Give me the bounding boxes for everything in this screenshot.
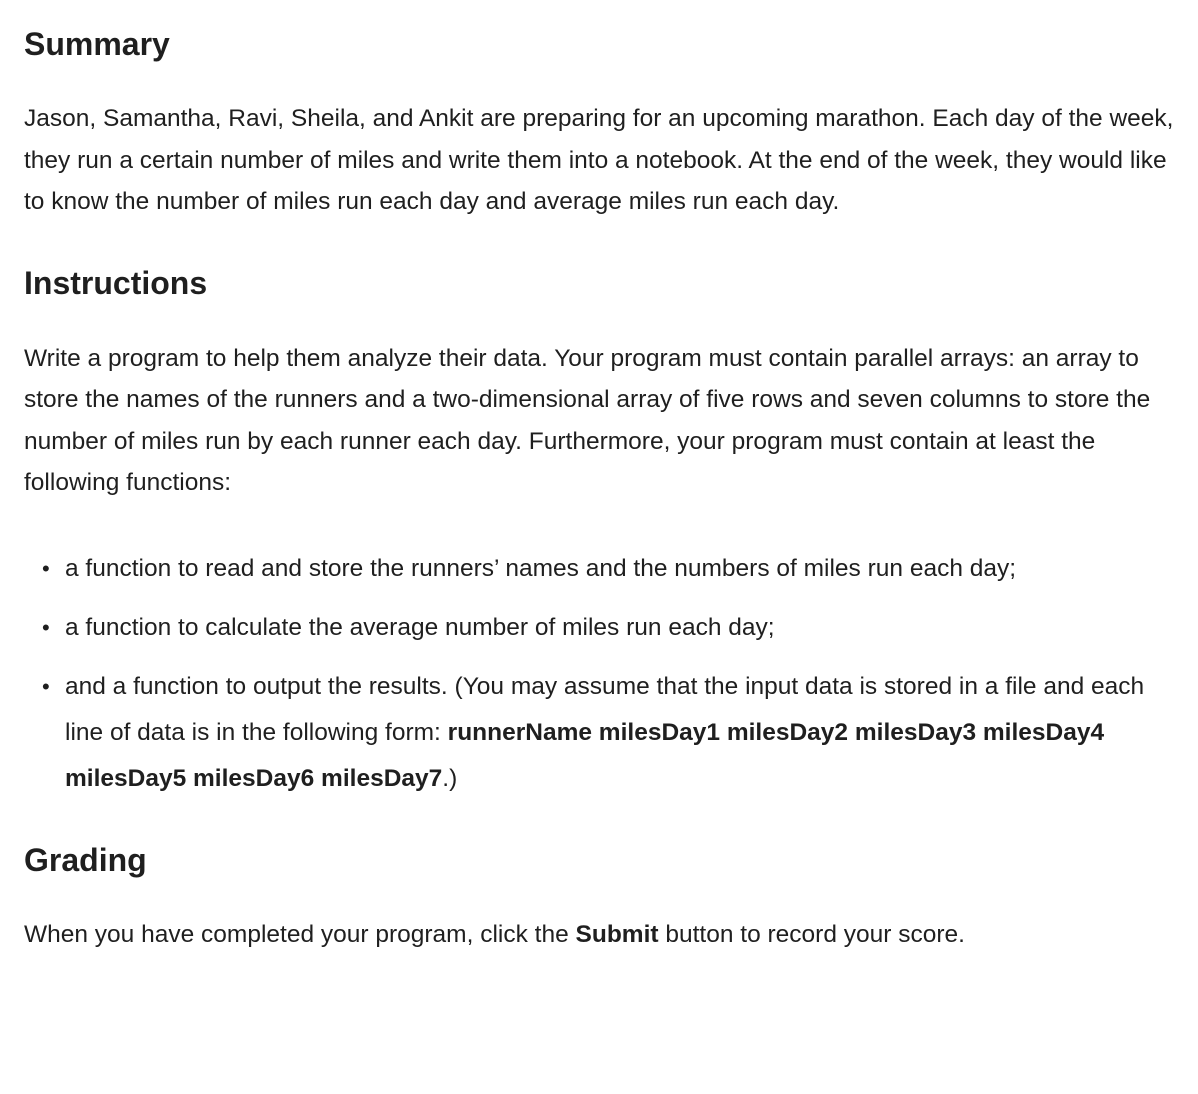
summary-heading: Summary (24, 26, 170, 62)
list-item (42, 546, 1174, 592)
summary-text: Jason, Samantha, Ravi, Sheila, and Ankit are preparing for an upcoming marathon. Each day of the week, they run a certain number of miles and write them into a notebook. At the end of the week, they would like to know the number of miles run each day and average miles run each day. (24, 105, 1174, 215)
grading-text (24, 914, 1174, 956)
grading-heading: Grading (24, 841, 147, 878)
grading-text-suffix: button to record your score. (658, 920, 965, 948)
list-item-text: and a function to output the results. (You may assume that the input data is stored in a file and each line of data is in the following form: (65, 672, 1145, 746)
list-item-text: a function to calculate the average number of miles run each day; (65, 613, 775, 641)
submit-keyword: Submit (575, 920, 659, 948)
instructions-text: Write a program to help them analyze their data. Your program must contain parallel arrays: an array to store the names of the runners and a two-dimensional array of five rows and seven columns to store the number of miles run by each runner each day. Furthermore, your program must contain at least the following functions: (24, 344, 1151, 496)
bullet-icon: • (42, 673, 50, 699)
bullet-icon: • (42, 614, 50, 640)
list-item-suffix: .) (442, 764, 458, 792)
list-item (42, 664, 1174, 802)
bullet-icon: • (42, 555, 50, 581)
instructions-heading: Instructions (24, 264, 208, 301)
list-item (42, 605, 1174, 651)
input-format-text: runnerName milesDay1 milesDay2 milesDay3 milesDay4 milesDay5 milesDay6 milesDay7 (65, 718, 1105, 792)
function-list (24, 546, 1174, 802)
grading-text-prefix: When you have completed your program, click the (24, 920, 576, 948)
list-item-text: a function to read and store the runners’ names and the numbers of miles run each day; (65, 554, 1017, 582)
